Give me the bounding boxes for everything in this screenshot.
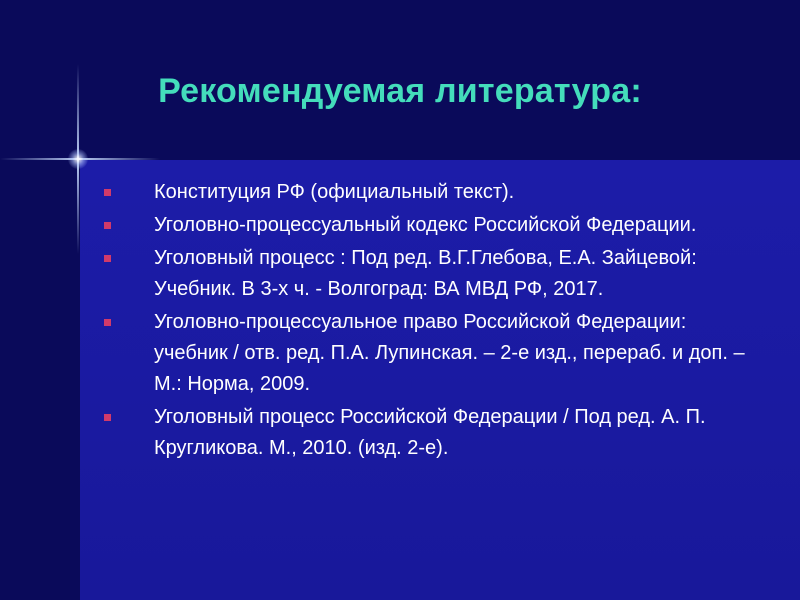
list-item-text: Конституция РФ (официальный текст). [154,181,515,203]
slide-title: Рекомендуемая литература: [158,72,642,110]
square-bullet-icon [104,222,111,229]
left-band [0,160,80,600]
list-item-text: Уголовный процесс Российской Федерации / Под ред. А. П. Кругликова. М., 2010. (изд. 2-е). [154,406,706,459]
list-item [104,177,764,208]
square-bullet-icon [104,319,111,326]
list-item-text: Уголовно-процессуальное право Российской Федерации: учебник / отв. ред. П.А. Лупинская. – 2-е изд., перераб. и доп. – М.: Норма, 2009. [154,311,745,395]
square-bullet-icon [104,189,111,196]
reference-list [104,177,764,466]
square-bullet-icon [104,414,111,421]
list-item [104,210,764,241]
list-item [104,307,764,400]
square-bullet-icon [104,255,111,262]
list-item [104,243,764,305]
list-item-text: Уголовный процесс : Под ред. В.Г.Глебова, Е.А. Зайцевой: Учебник. В 3-х ч. - Волгоград: ВА МВД РФ, 2017. [154,247,697,300]
list-item [104,402,764,464]
list-item-text: Уголовно-процессуальный кодекс Российской Федерации. [154,214,697,236]
